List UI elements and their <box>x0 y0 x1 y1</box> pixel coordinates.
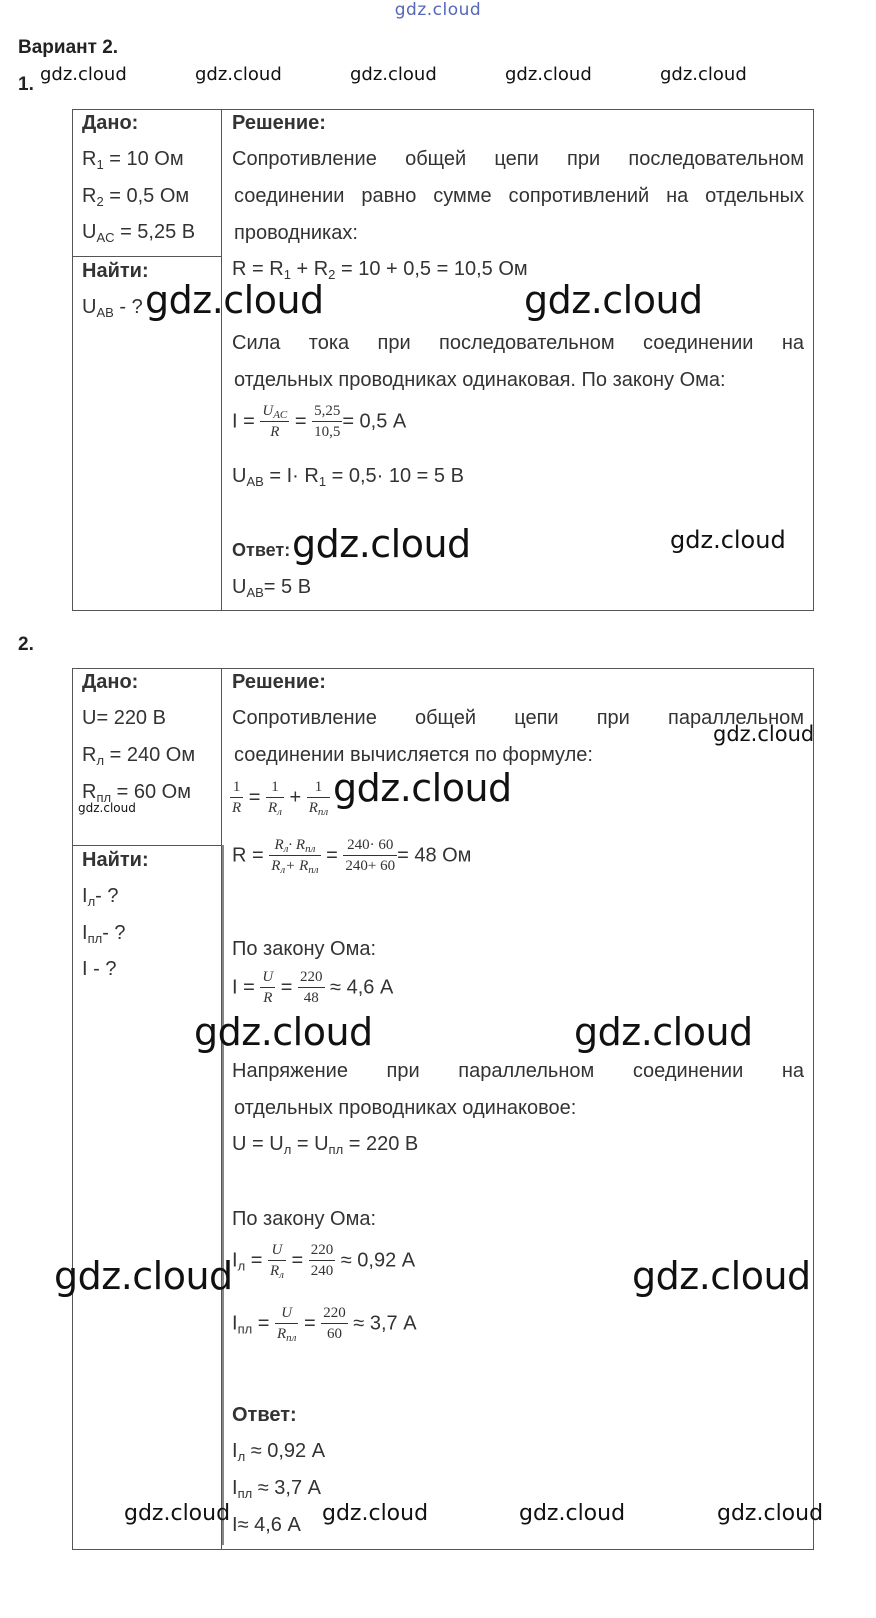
solution-text: отдельных проводниках одинаковая. По закону Ома: <box>234 369 726 391</box>
equation-r: $R = R_1 + R_2 = 10 + 0,5 = 10,5$ Ом <box>232 258 528 282</box>
given-header: Дано: <box>82 671 139 693</box>
find-i: I - ? <box>82 958 117 980</box>
watermark: gdz.cloud <box>145 278 324 322</box>
given-r1: $R_1 = 10$ Ом <box>82 148 184 172</box>
watermark: gdz.cloud <box>194 1010 373 1054</box>
equation-i: I = $\frac{U_{AC}}{R}$ = $\frac{5,25}{10,5}$ = 0,5 А <box>232 403 407 440</box>
solution-text: Напряжение при параллельном соединении на <box>232 1060 804 1082</box>
solution-text: соединении равно сумме сопротивлений на отдельных <box>234 185 804 207</box>
variant-title: Вариант 2. <box>18 37 119 58</box>
answer-ipl: $I_{пл} \approx 3,7$ А <box>232 1477 321 1501</box>
solution-header: Решение: <box>232 671 326 693</box>
task-number: 1. <box>18 74 34 95</box>
watermark: gdz.cloud <box>333 766 512 810</box>
answer-header: Ответ: <box>232 540 291 560</box>
task-number: 2. <box>18 634 34 655</box>
equation-ipl: $I_{пл}$ = $\frac{U}{R_{пл}}$ = $\frac{220}{60}$ ≈ 3,7 А <box>232 1305 417 1344</box>
equation-i: I = $\frac{U}{R}$ = $\frac{220}{48}$ ≈ 4,6 А <box>232 969 394 1006</box>
given-rl: $R_л = 240$ Ом <box>82 744 196 768</box>
watermark: gdz.cloud <box>78 801 136 815</box>
equation-r: R = $\frac{R_л\cdot R_{пл}}{R_л+ R_{пл}}$ = $\frac{240\cdot 60}{240+ 60}$ = 48 Ом <box>232 837 472 876</box>
answer-il: $I_л \approx 0,92$ А <box>232 1440 326 1464</box>
given-rpl: $R_{пл} = 60$ Ом <box>82 781 191 805</box>
given-u: U= 220 В <box>82 707 166 729</box>
solution-text: Сопротивление общей цепи при параллельном <box>232 707 804 729</box>
equation-u: $U = U_л = U_{пл} = 220$ В <box>232 1133 419 1157</box>
watermark: gdz.cloud <box>292 522 471 566</box>
watermark-top: gdz.cloud <box>394 0 482 20</box>
watermark: gdz.cloud <box>524 278 703 322</box>
given-header: Дано: <box>82 112 139 134</box>
watermark: gdz.cloud <box>717 1501 824 1526</box>
watermark: gdz.cloud <box>632 1254 811 1298</box>
equation-il: $I_л$ = $\frac{U}{R_л}$ = $\frac{220}{240}$ ≈ 0,92 А <box>232 1242 416 1281</box>
given-r2: $R_2 = 0,5$ Ом <box>82 185 190 209</box>
watermark: gdz.cloud <box>124 1501 231 1526</box>
watermark: gdz.cloud <box>195 64 282 85</box>
solution-text: отдельных проводниках одинаковое: <box>234 1097 577 1119</box>
solution-text: соединении вычисляется по формуле: <box>234 744 593 766</box>
solution-header: Решение: <box>232 112 326 134</box>
watermark: gdz.cloud <box>350 64 437 85</box>
solution-text: Сопротивление общей цепи при последовательном <box>232 148 804 170</box>
watermark: gdz.cloud <box>54 1254 233 1298</box>
watermark: gdz.cloud <box>505 64 592 85</box>
answer-i: I≈ 4,6 А <box>232 1514 301 1536</box>
answer-header: Ответ: <box>232 1404 297 1426</box>
watermark: gdz.cloud <box>322 1501 429 1526</box>
find-ipl: $I_{пл}-$ ? <box>82 922 126 946</box>
equation-u: $U_{AB} = I\cdot R_1 = 0,5\cdot 10 = 5$ В <box>232 465 464 489</box>
watermark: gdz.cloud <box>713 722 815 746</box>
watermark: gdz.cloud <box>519 1501 626 1526</box>
find-uab: $U_{AB}$ - ? <box>82 296 143 320</box>
find-header: Найти: <box>82 260 149 282</box>
solution-text: По закону Ома: <box>232 938 377 960</box>
solution-text: Сила тока при последовательном соединении на <box>232 332 804 354</box>
answer-uab: $U_{AB}= 5$ В <box>232 576 312 600</box>
find-il: $I_л-$ ? <box>82 885 119 909</box>
watermark: gdz.cloud <box>670 526 786 554</box>
watermark: gdz.cloud <box>660 64 747 85</box>
watermark: gdz.cloud <box>574 1010 753 1054</box>
solution-text: По закону Ома: <box>232 1208 377 1230</box>
given-uac: $U_{AC} = 5,25$ В <box>82 221 196 245</box>
solution-text: проводниках: <box>234 222 358 244</box>
watermark: gdz.cloud <box>40 64 127 85</box>
equation-inverse-r: $\frac{1}{R}$ = $\frac{1}{R_л}$ + $\frac{1}{R_{пл}}$ <box>232 779 329 818</box>
find-header: Найти: <box>82 849 149 871</box>
